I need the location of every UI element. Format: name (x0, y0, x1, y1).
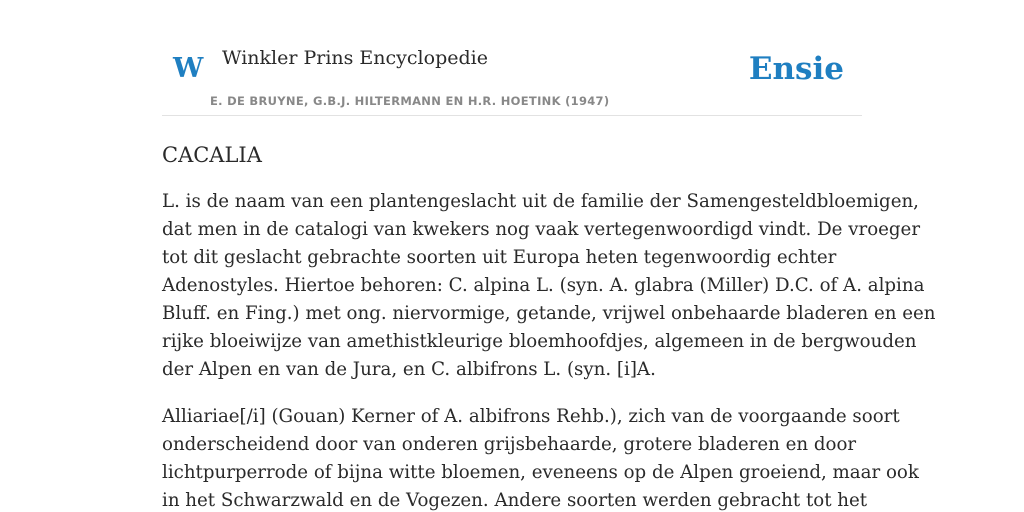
paragraph-line: Alliariae[/i] (Gouan) Kerner of A. albifrons Rehb.), zich van de voorgaande soort (162, 406, 900, 427)
paragraph-line: L. is de naam van een plantengeslacht uit de familie der Samengesteldbloemigen, (162, 191, 919, 212)
article-title: CACALIA (162, 143, 262, 167)
paragraph-line: dat men in de catalogi van kwekers nog vaak vertegenwoordigd vindt. De vroeger (162, 219, 921, 240)
article (162, 138, 936, 512)
ensie-brand-link[interactable]: Ensie (748, 51, 844, 87)
paragraph-line: Bluff. en Fing.) met ong. niervormige, getande, vrijwel onbehaarde bladeren en een (162, 303, 936, 324)
paragraph-line: rijke bloeiwijze van amethistkleurige bloemhoofdjes, algemeen in de bergwouden (162, 331, 917, 352)
winkler-prins-logo[interactable]: W (173, 53, 204, 84)
paragraph-line: lichtpurperrode of bijna witte bloemen, eveneens op de Alpen groeiend, maar ook (162, 462, 919, 483)
article-paragraph (162, 403, 919, 512)
paragraph-line: der Alpen en van de Jura, en C. albifrons L. (syn. [i]A. (162, 359, 656, 380)
site-header (162, 0, 862, 116)
site-authors: E. DE BRUYNE, G.B.J. HILTERMANN EN H.R. HOETINK (1947) (210, 94, 610, 108)
site-title[interactable]: Winkler Prins Encyclopedie (222, 47, 488, 69)
article-paragraph (162, 188, 936, 384)
paragraph-line: Adenostyles. Hiertoe behoren: C. alpina L. (syn. A. glabra (Miller) D.C. of A. alpina (162, 275, 925, 296)
paragraph-line: in het Schwarzwald en de Vogezen. Andere soorten werden gebracht tot het (162, 490, 868, 511)
paragraph-line: onderscheidend door van onderen grijsbehaarde, grotere bladeren en door (162, 434, 857, 455)
paragraph-line: tot dit geslacht gebrachte soorten uit Europa heten tegenwoordig echter (162, 247, 837, 268)
